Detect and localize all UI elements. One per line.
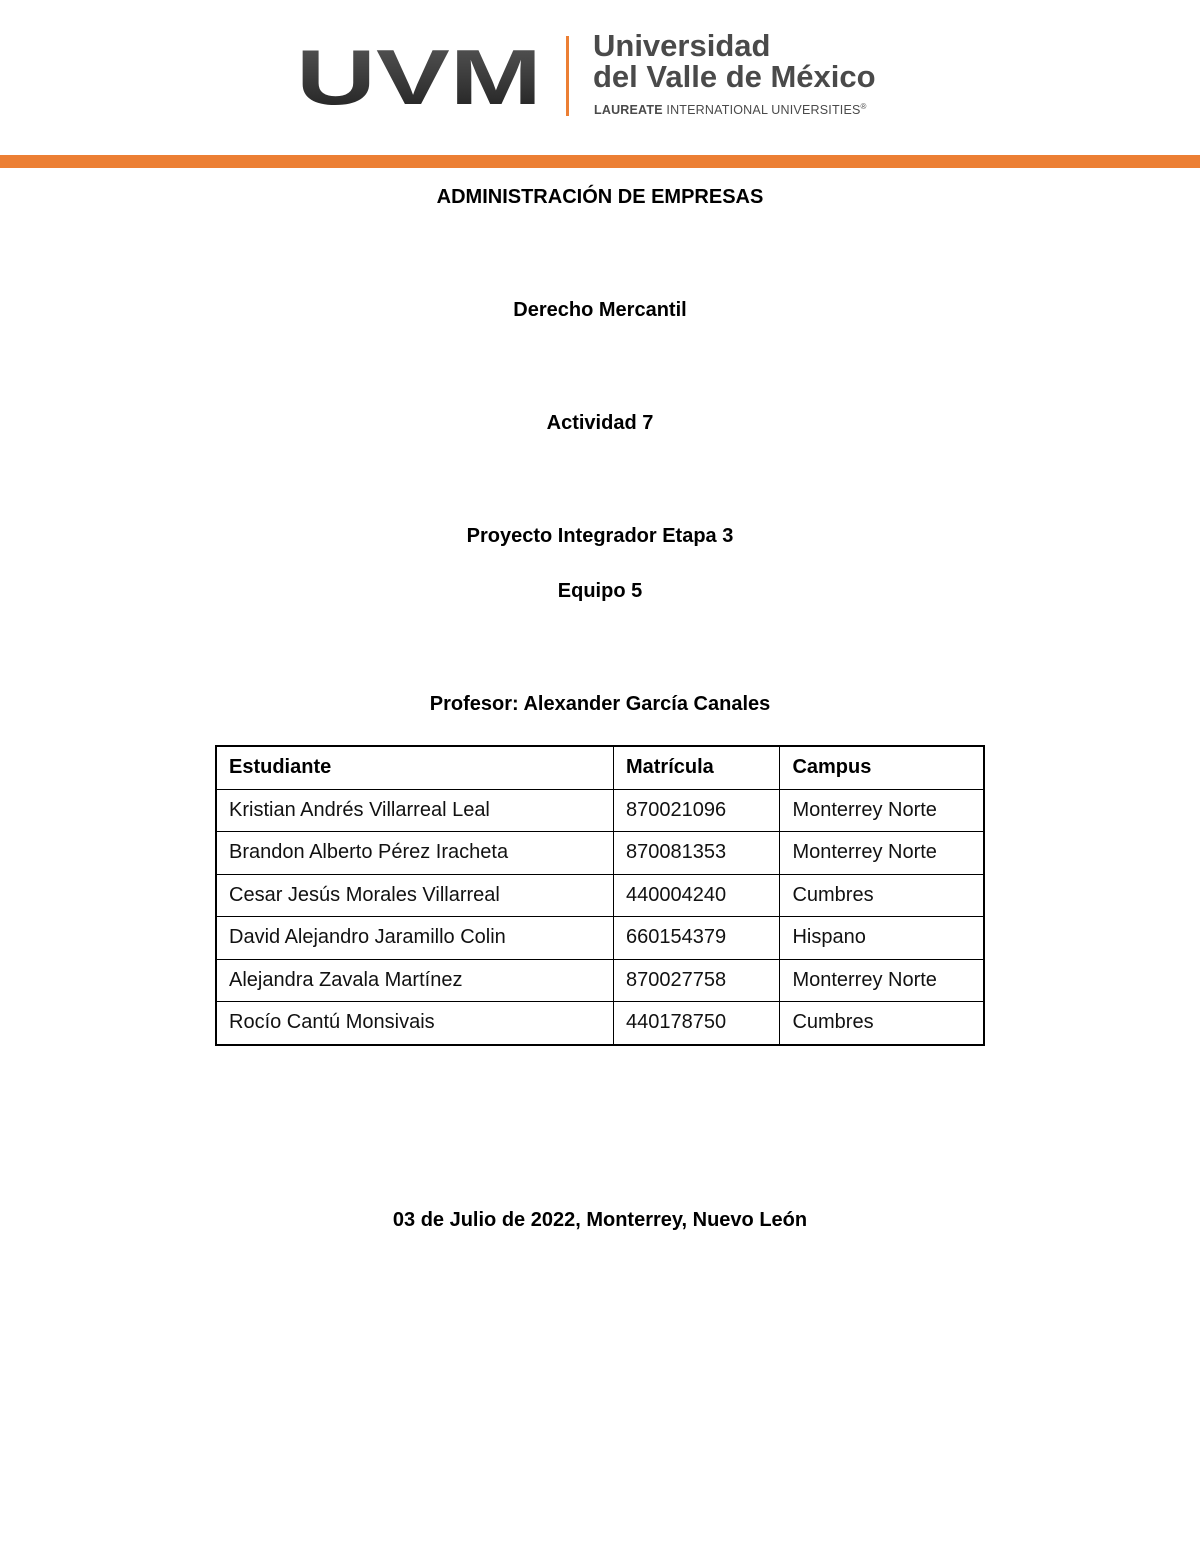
course-title: Derecho Mercantil [513,299,687,321]
students-table [215,745,985,1046]
student-name: Brandon Alberto Pérez Iracheta [216,832,613,875]
header-enrollment: Matrícula [613,746,779,789]
table-row [216,789,984,832]
team-label: Equipo 5 [557,580,643,602]
student-campus: Hispano [780,917,984,960]
student-campus: Monterrey Norte [780,789,984,832]
student-name: Kristian Andrés Villarreal Leal [216,789,613,832]
student-campus: Monterrey Norte [780,959,984,1002]
project-title: Proyecto Integrador Etapa 3 [466,525,734,547]
student-enrollment: 870021096 [613,789,779,832]
program-title: ADMINISTRACIÓN DE EMPRESAS [436,186,764,208]
university-name-line2: del Valle de México [593,59,876,94]
student-campus: Monterrey Norte [780,832,984,875]
student-name: Cesar Jesús Morales Villarreal [216,874,613,917]
table-header-row [216,746,984,789]
student-enrollment: 440004240 [613,874,779,917]
student-enrollment: 870081353 [613,832,779,875]
laureate-rest: INTERNATIONAL UNIVERSITIES [662,103,861,118]
student-campus: Cumbres [780,874,984,917]
student-enrollment: 440178750 [613,1002,779,1045]
uvm-logo-text: UVM [296,42,542,114]
laureate-network-label [594,102,867,117]
table-row [216,874,984,917]
student-campus: Cumbres [780,1002,984,1045]
table-row [216,1002,984,1045]
table-row [216,959,984,1002]
uvm-logo-mark [296,42,546,114]
table-row [216,832,984,875]
laureate-bold: LAUREATE [594,103,663,118]
header-orange-rule [0,155,1200,168]
student-enrollment: 660154379 [613,917,779,960]
professor-label: Profesor: Alexander García Canales [429,693,771,715]
table-row [216,917,984,960]
header-campus: Campus [780,746,984,789]
logo-divider [566,36,569,116]
activity-title: Actividad 7 [546,412,654,434]
header-student: Estudiante [216,746,613,789]
university-name-line1: Universidad [593,28,771,63]
university-name [593,30,876,92]
date-place: 03 de Julio de 2022, Monterrey, Nuevo León [392,1209,808,1231]
student-name: Rocío Cantú Monsivais [216,1002,613,1045]
university-logo [296,30,916,126]
student-enrollment: 870027758 [613,959,779,1002]
student-name: Alejandra Zavala Martínez [216,959,613,1002]
registered-mark: ® [860,102,867,111]
student-name: David Alejandro Jaramillo Colin [216,917,613,960]
